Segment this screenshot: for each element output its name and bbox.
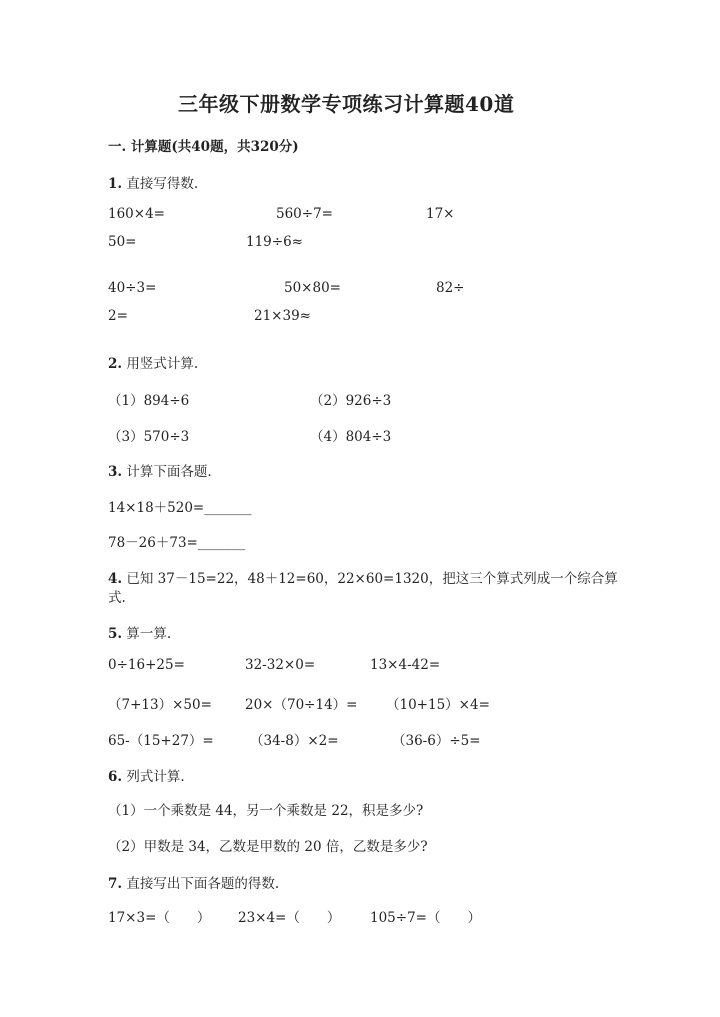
question-text: 算一算. bbox=[126, 626, 172, 642]
question-text: 直接写得数. bbox=[126, 176, 199, 192]
q5-item: （7+13）×50= bbox=[108, 697, 212, 713]
q1-item: 17× bbox=[426, 206, 455, 222]
question-number: 4. bbox=[108, 571, 123, 587]
q5-item: （36-6）÷5= bbox=[392, 733, 481, 749]
question-7-heading bbox=[108, 872, 279, 892]
question-text: 列式计算. bbox=[126, 769, 185, 785]
question-2-heading bbox=[108, 352, 198, 372]
q7-item: 17×3=（ ） bbox=[108, 910, 211, 926]
q6-item: （2）甲数是 34，乙数是甲数的 20 倍，乙数是多少? bbox=[108, 839, 428, 855]
q1-item: 50×80= bbox=[284, 280, 341, 296]
page-title: 三年级下册数学专项练习计算题40道 bbox=[178, 92, 515, 116]
q5-item: 20×（70÷14）= bbox=[245, 697, 358, 713]
q5-item: 13×4-42= bbox=[370, 657, 441, 673]
question-text: 用竖式计算. bbox=[126, 356, 199, 372]
q1-item: 2= bbox=[108, 308, 128, 324]
q1-item: 50= bbox=[108, 234, 137, 250]
question-4-text-cont: 式. bbox=[108, 590, 126, 606]
q7-item: 23×4=（ ） bbox=[238, 910, 341, 926]
q1-item: 82÷ bbox=[436, 280, 465, 296]
question-number: 6. bbox=[108, 769, 123, 785]
q5-item: 65-（15+27）= bbox=[108, 733, 214, 749]
q1-item: 40÷3= bbox=[108, 280, 157, 296]
q1-item: 119÷6≈ bbox=[246, 234, 303, 250]
q5-item: （10+15）×4= bbox=[386, 697, 490, 713]
q2-item: （3）570÷3 bbox=[108, 429, 190, 445]
q5-item: 0÷16+25= bbox=[108, 657, 185, 673]
q3-item: 78－26＋73=_______ bbox=[108, 535, 246, 551]
question-number: 3. bbox=[108, 464, 123, 480]
question-text: 已知 37－15=22，48＋12=60，22×60=1320，把这三个算式列成一个综合算 bbox=[126, 571, 618, 587]
question-text: 计算下面各题. bbox=[126, 464, 212, 480]
q7-item: 105÷7=（ ） bbox=[370, 910, 481, 926]
q6-item: （1）一个乘数是 44，另一个乘数是 22，积是多少? bbox=[108, 803, 424, 819]
q1-item: 160×4= bbox=[108, 206, 165, 222]
q1-item: 21×39≈ bbox=[254, 308, 311, 324]
q1-item: 560÷7= bbox=[276, 206, 333, 222]
q3-item: 14×18＋520=_______ bbox=[108, 500, 252, 516]
question-number: 1. bbox=[108, 176, 123, 192]
question-number: 5. bbox=[108, 626, 123, 642]
question-4-heading bbox=[108, 567, 618, 587]
section-heading: 一. 计算题(共40题，共320分) bbox=[108, 139, 299, 155]
question-1-heading bbox=[108, 172, 198, 192]
q2-item: （2）926÷3 bbox=[310, 393, 392, 409]
question-3-heading bbox=[108, 460, 212, 480]
question-6-heading bbox=[108, 765, 185, 785]
question-5-heading bbox=[108, 622, 171, 642]
q5-item: 32-32×0= bbox=[245, 657, 316, 673]
q2-item: （4）804÷3 bbox=[310, 429, 392, 445]
q2-item: （1）894÷6 bbox=[108, 393, 190, 409]
question-text: 直接写出下面各题的得数. bbox=[126, 876, 280, 892]
q5-item: （34-8）×2= bbox=[250, 733, 339, 749]
question-number: 2. bbox=[108, 356, 123, 372]
question-number: 7. bbox=[108, 876, 123, 892]
